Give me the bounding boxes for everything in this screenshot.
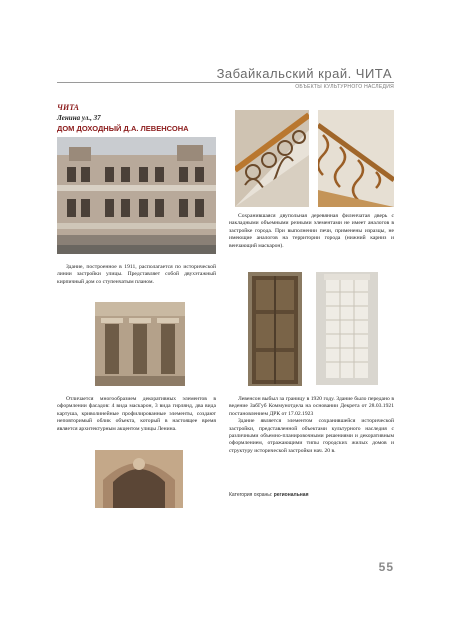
paragraph-intro: Здание, построенное в 1911, располагается по исторической линии застройки улицы. Представляет собой двухэтажный кирпичный дом со ступенчатым планом. xyxy=(57,264,216,285)
paragraph-door-stove: Сохранившаяся двупольная деревянная филенчатая дверь с накладными объемными резными элементами не имеет аналогов в застройке города. При выполнении печи, применены изразцы, не имеющие аналогов на территории города (нижний карниз и венчающий маскарон). xyxy=(229,213,394,249)
arch-mascaron-photo xyxy=(95,450,183,508)
page-number: 55 xyxy=(378,560,394,574)
paragraph-decor: Отличается многообразием декоративных элементов в оформлении фасадов: 4 вида маскарон, 3 вида гирлянд, два вида картуша, криволинейные профилированные элементы, создают неповторимый облик объекта, который в настоящее время является архитектурным акцентом улицы Ленина. xyxy=(57,396,216,432)
city-heading: ЧИТА xyxy=(57,103,79,112)
stair-railing-photo-1 xyxy=(235,110,309,207)
text-block-history xyxy=(229,396,394,455)
stair-railing-photo-2 xyxy=(318,110,394,207)
category-label: Категория охраны: xyxy=(229,492,273,498)
decor-detail-photo xyxy=(95,302,185,386)
protection-category xyxy=(229,492,309,498)
address-line: Ленина ул., 37 xyxy=(57,114,101,122)
carved-door-photo xyxy=(248,272,302,386)
tiled-stove-photo xyxy=(316,272,378,385)
text-block-door-stove xyxy=(229,213,394,250)
running-header-subtitle: ОБЪЕКТЫ КУЛЬТУРНОГО НАСЛЕДИЯ xyxy=(295,84,394,90)
facade-photo xyxy=(57,137,216,254)
text-block-intro xyxy=(57,264,216,286)
category-value: региональная xyxy=(273,492,309,498)
header-divider xyxy=(57,82,394,83)
running-header-title: Забайкальский край. ЧИТА xyxy=(216,66,392,81)
building-title: ДОМ ДОХОДНЫЙ Д.А. ЛЕВЕНСОНА xyxy=(57,124,189,133)
paragraph-significance: Здание является элементом сохранившейся исторической застройки, представленной объектами культурного наследия с различными объемно-планировочными решениями и декоративным оформлением, отражающими типы городских жилых домов и структуру исторической застройки нач. 20 в. xyxy=(229,418,394,454)
text-block-decor xyxy=(57,396,216,433)
paragraph-history: Левенсон выбыл за границу в 1920 году. Здание было передано в ведение ЗабГуб Коммунотдела на основании Декрета от 28.03.1921 постановлением ДРК от 17.02.1923 xyxy=(229,396,394,417)
